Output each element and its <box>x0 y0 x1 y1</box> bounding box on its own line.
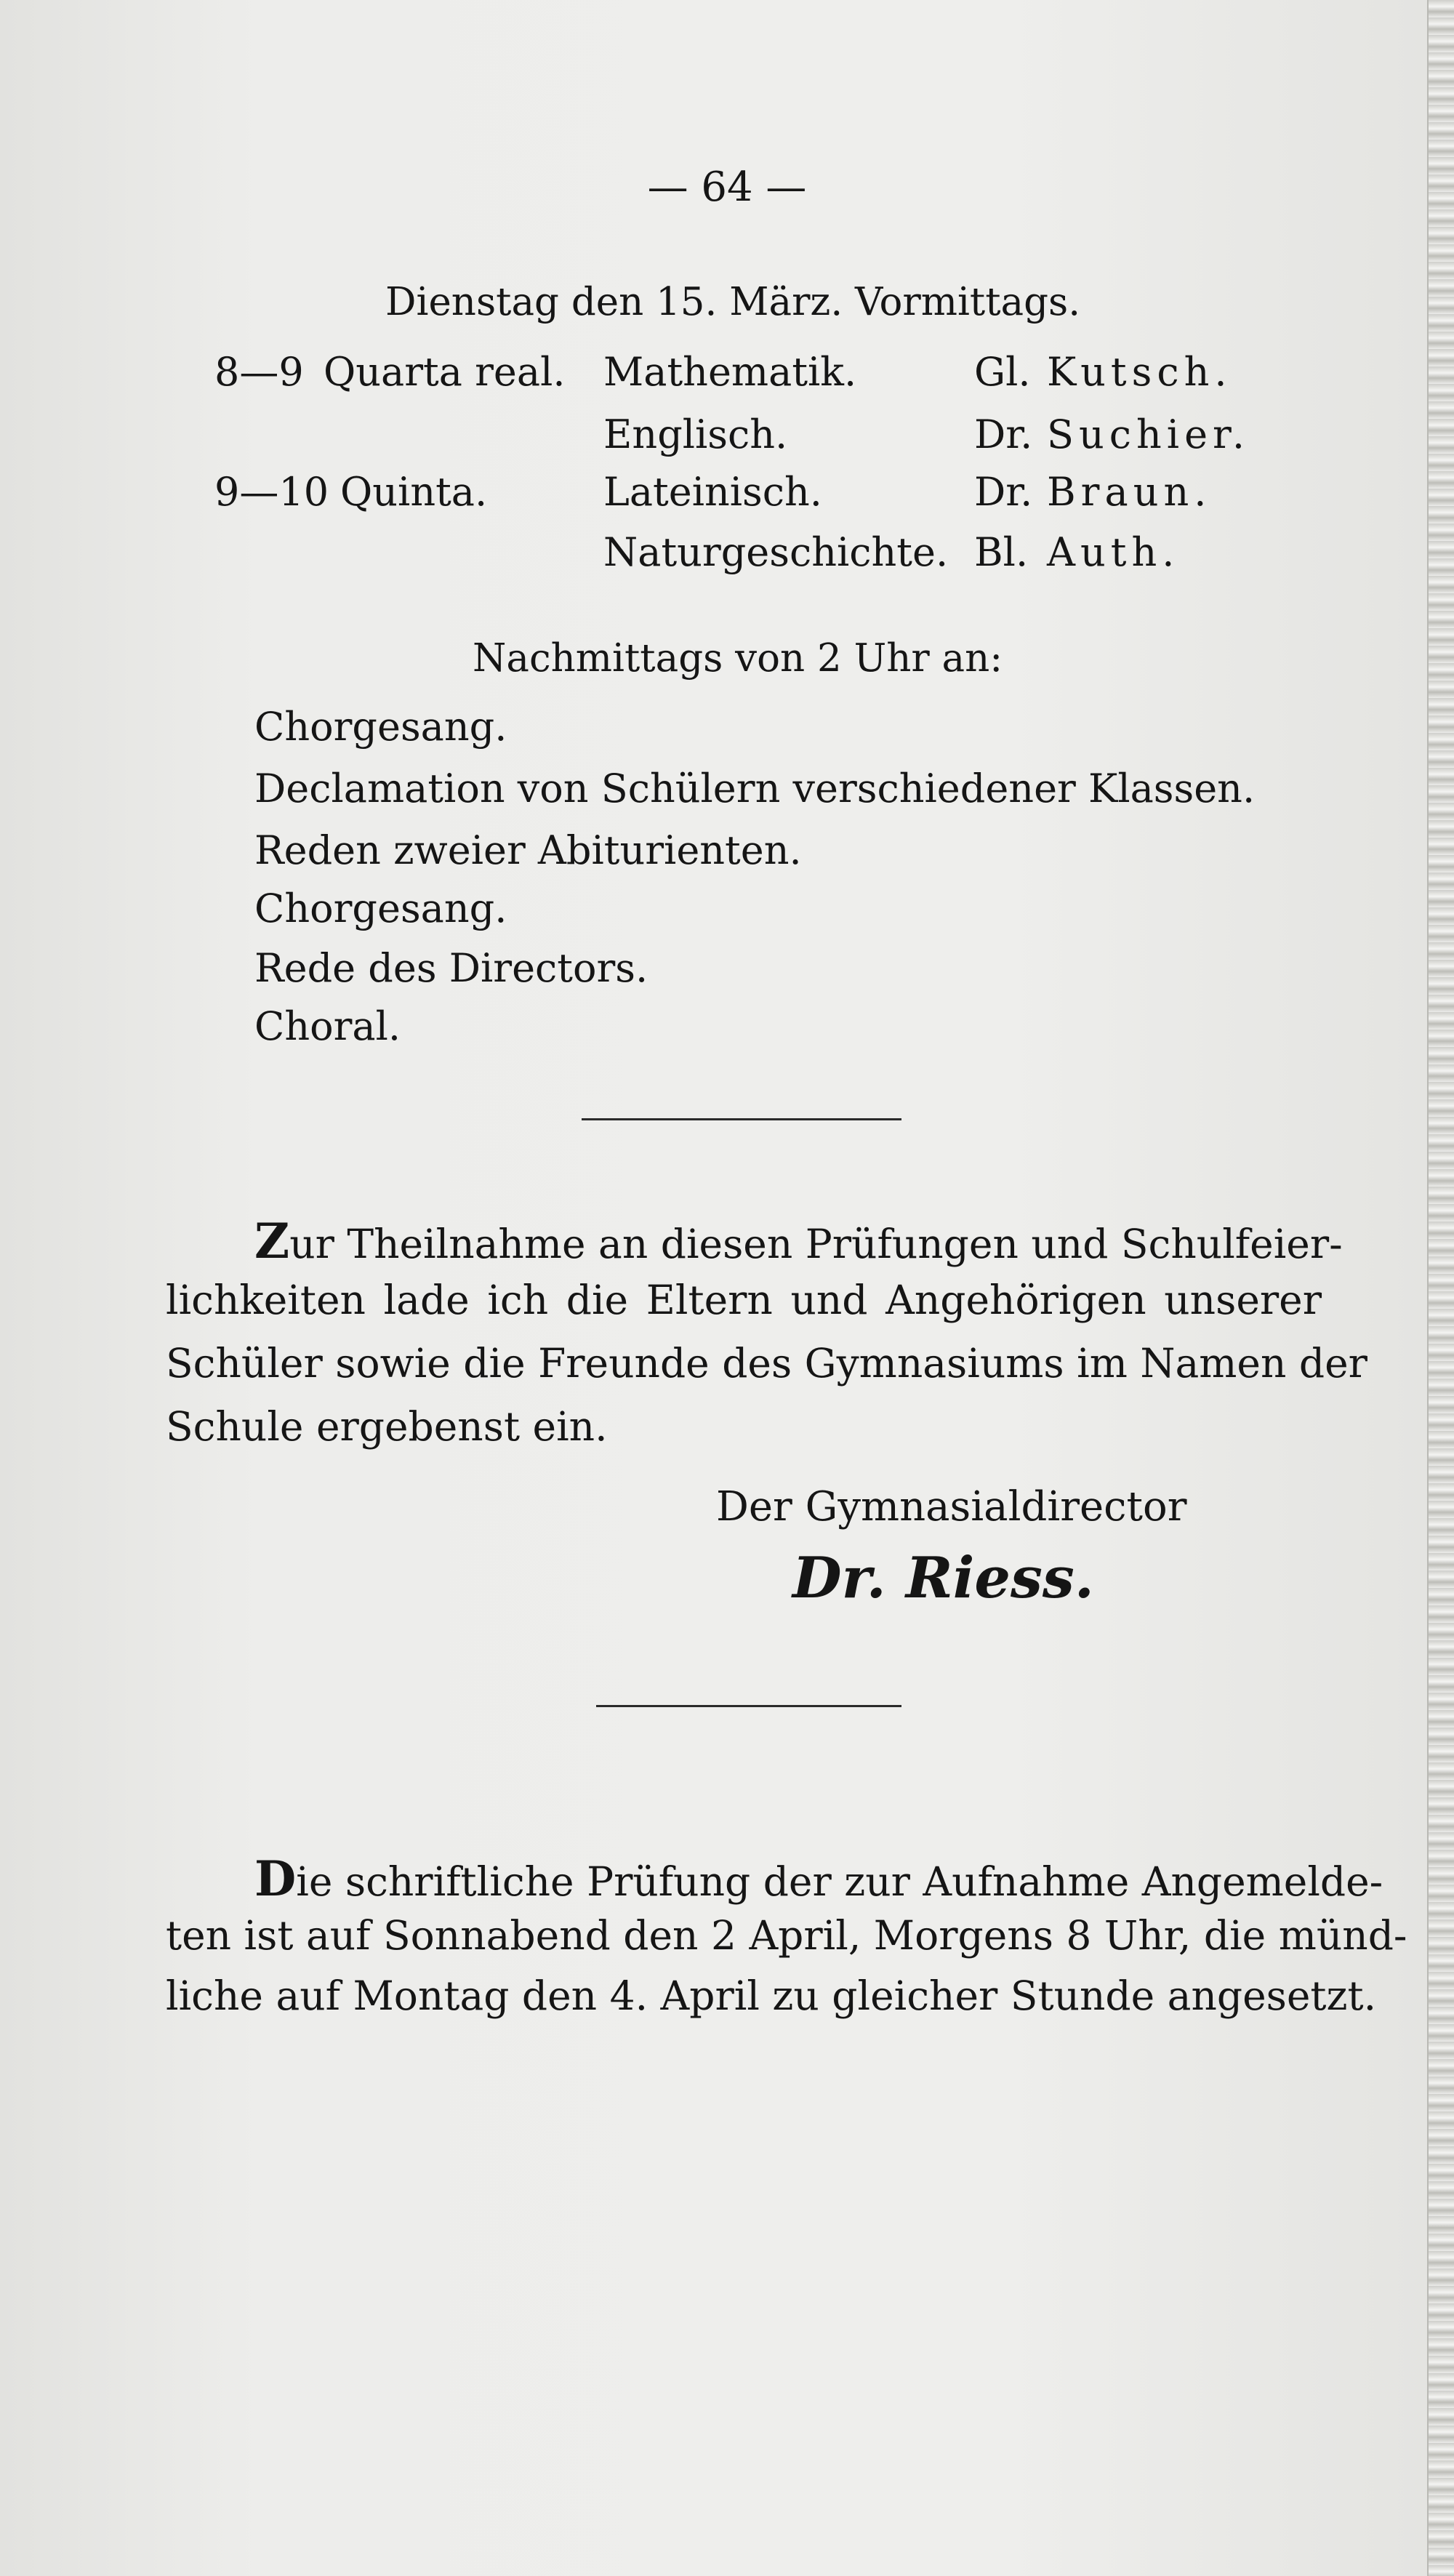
schedule-subject: Englisch. <box>603 412 788 457</box>
page-edge <box>1427 0 1454 2576</box>
program-item: Declamation von Schülern verschiedener Klassen. <box>254 766 1256 811</box>
invitation-line: Zur Theilnahme an diesen Prüfungen und Schulfeier- <box>254 1213 1343 1269</box>
schedule-teacher-name: Suchier. <box>1047 412 1250 457</box>
signature-name: Dr. Riess. <box>792 1545 1094 1611</box>
schedule-subject: Naturgeschichte. <box>603 529 949 575</box>
exam-notice-line: Die schriftliche Prüfung der zur Aufnahme Angemelde- <box>254 1850 1383 1907</box>
program-item: Chorgesang. <box>254 886 507 931</box>
schedule-subject: Mathematik. <box>603 349 857 395</box>
schedule-teacher-title: Dr. <box>974 469 1033 515</box>
page-number: — 64 — <box>647 164 807 211</box>
section-divider <box>596 1705 901 1707</box>
schedule-teacher-name: Kutsch. <box>1047 349 1232 395</box>
exam-notice-line: liche auf Montag den 4. April zu gleicher Stunde angesetzt. <box>166 1973 1377 2019</box>
program-item: Reden zweier Abiturienten. <box>254 827 802 873</box>
schedule-class: Quarta real. <box>324 349 566 395</box>
schedule-teacher-name: Braun. <box>1047 469 1212 515</box>
program-item: Chorgesang. <box>254 704 507 750</box>
schedule-teacher-title: Gl. <box>974 349 1031 395</box>
exam-notice-line: ten ist auf Sonnabend den 2 April, Morgens 8 Uhr, die münd- <box>166 1912 1407 1959</box>
schedule-subject: Lateinisch. <box>603 469 822 515</box>
afternoon-header: Nachmittags von 2 Uhr an: <box>473 636 1003 681</box>
schedule-header: Dienstag den 15. März. Vormittags. <box>385 280 1081 324</box>
schedule-time: 9—10 <box>214 469 329 515</box>
schedule-teacher-title: Dr. <box>974 412 1033 457</box>
drop-cap: D <box>254 1850 297 1907</box>
schedule-teacher-name: Auth. <box>1047 529 1180 575</box>
schedule-teacher-title: Bl. <box>974 529 1029 575</box>
drop-cap: Z <box>254 1213 290 1269</box>
program-item: Rede des Directors. <box>254 945 648 991</box>
schedule-class: Quinta. <box>340 469 488 515</box>
signature-title: Der Gymnasialdirector <box>716 1483 1187 1530</box>
invitation-line: Schule ergebenst ein. <box>166 1403 608 1450</box>
schedule-time: 8—9 <box>214 349 304 395</box>
section-divider <box>582 1118 901 1120</box>
program-item: Choral. <box>254 1003 401 1049</box>
invitation-line: Schüler sowie die Freunde des Gymnasiums im Namen der <box>166 1340 1367 1387</box>
invitation-line: lichkeiten lade ich die Eltern und Angehörigen unserer <box>166 1277 1322 1323</box>
